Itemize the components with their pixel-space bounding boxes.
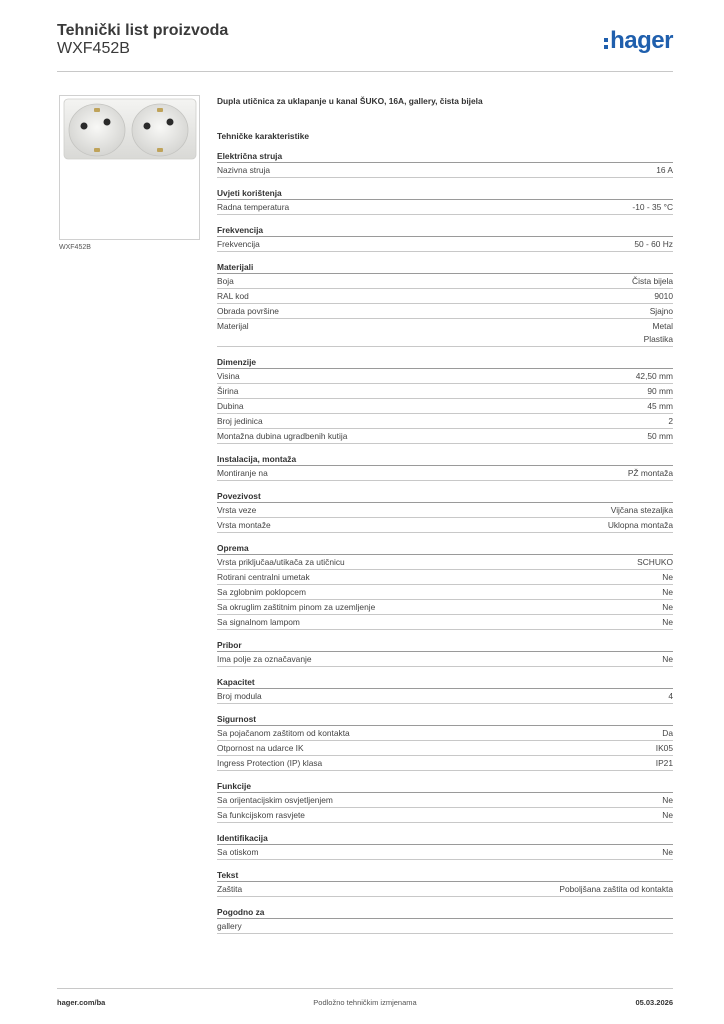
spec-label: Sa okruglim zaštitnim pinom za uzemljenje <box>217 602 376 612</box>
spec-label: Dubina <box>217 401 244 411</box>
hager-logo <box>604 28 673 54</box>
spec-value: PŽ montaža <box>627 468 673 478</box>
spec-label: Sa zglobnim poklopcem <box>217 587 306 597</box>
spec-row <box>217 466 673 481</box>
section-title: Oprema <box>217 542 673 555</box>
spec-value: Ne <box>662 602 673 612</box>
spec-section <box>217 832 673 860</box>
spec-section <box>217 869 673 897</box>
spec-section <box>217 453 673 481</box>
product-code: WXF452B <box>57 40 130 57</box>
spec-label: RAL kod <box>217 291 249 301</box>
spec-section <box>217 906 673 934</box>
spec-section <box>217 150 673 178</box>
spec-row <box>217 163 673 178</box>
page-header <box>57 20 673 72</box>
spec-value: Ne <box>662 617 673 627</box>
spec-row <box>217 600 673 615</box>
spec-value: 45 mm <box>647 401 673 411</box>
section-title: Uvjeti korištenja <box>217 187 673 200</box>
spec-row <box>217 237 673 252</box>
spec-label: Frekvencija <box>217 239 260 249</box>
section-title: Tekst <box>217 869 673 882</box>
spec-label: Montažna dubina ugradbenih kutija <box>217 431 348 441</box>
spec-value: Vijčana stezaljka <box>610 505 673 515</box>
spec-value: 4 <box>668 691 673 701</box>
section-title: Povezivost <box>217 490 673 503</box>
logo-dots-icon <box>604 38 608 49</box>
spec-row <box>217 555 673 570</box>
spec-value: 42,50 mm <box>635 371 673 381</box>
spec-label: Radna temperatura <box>217 202 290 212</box>
product-description: Dupla utičnica za uklapanje u kanal ŠUKO, 16A, gallery, čista bijela <box>217 96 483 106</box>
spec-row <box>217 503 673 518</box>
spec-section <box>217 780 673 823</box>
spec-value: Ne <box>662 847 673 857</box>
spec-row <box>217 726 673 741</box>
footer-date: 05.03.2026 <box>635 998 673 1007</box>
spec-value: 50 - 60 Hz <box>634 239 673 249</box>
spec-row <box>217 808 673 823</box>
spec-row <box>217 274 673 289</box>
spec-value: Uklopna montaža <box>607 520 673 530</box>
spec-label: Otpornost na udarce IK <box>217 743 304 753</box>
spec-row <box>217 289 673 304</box>
spec-row <box>217 793 673 808</box>
spec-value: Sjajno <box>649 306 673 316</box>
spec-label: Vrsta montaže <box>217 520 271 530</box>
spec-label: Ingress Protection (IP) klasa <box>217 758 323 768</box>
section-title: Dimenzije <box>217 356 673 369</box>
spec-row <box>217 756 673 771</box>
spec-value: Ne <box>662 654 673 664</box>
spec-row <box>217 200 673 215</box>
spec-label: Sa orijentacijskim osvjetljenjem <box>217 795 333 805</box>
spec-row <box>217 429 673 444</box>
spec-value: Ne <box>662 572 673 582</box>
document-title: Tehnički list proizvoda <box>57 22 229 39</box>
spec-value: 2 <box>668 416 673 426</box>
spec-value: Ne <box>662 795 673 805</box>
section-title: Materijali <box>217 261 673 274</box>
spec-row <box>217 319 673 347</box>
spec-row <box>217 585 673 600</box>
spec-section <box>217 639 673 667</box>
page-footer <box>57 988 673 1008</box>
spec-label: Sa otiskom <box>217 847 259 857</box>
spec-sections <box>217 150 673 934</box>
spec-value: Da <box>662 728 673 738</box>
technical-characteristics-title: Tehničke karakteristike <box>217 131 310 141</box>
image-caption: WXF452B <box>59 244 91 251</box>
spec-label: Boja <box>217 276 234 286</box>
spec-row <box>217 652 673 667</box>
spec-label: Ima polje za označavanje <box>217 654 312 664</box>
spec-label: Širina <box>217 386 239 396</box>
section-title: Frekvencija <box>217 224 673 237</box>
spec-label: Sa pojačanom zaštitom od kontakta <box>217 728 350 738</box>
spec-section <box>217 187 673 215</box>
logo-wordmark: hager <box>610 27 673 54</box>
spec-row <box>217 518 673 533</box>
spec-value: Ne <box>662 587 673 597</box>
spec-label: Sa funkcijskom rasvjete <box>217 810 305 820</box>
spec-label: gallery <box>217 921 242 931</box>
spec-section <box>217 356 673 444</box>
spec-value: 90 mm <box>647 386 673 396</box>
spec-section <box>217 713 673 771</box>
spec-label: Zaštita <box>217 884 243 894</box>
spec-label: Vrsta veze <box>217 505 257 515</box>
spec-label: Broj jedinica <box>217 416 263 426</box>
spec-value: 9010 <box>654 291 673 301</box>
section-title: Funkcije <box>217 780 673 793</box>
spec-row <box>217 615 673 630</box>
section-title: Pogodno za <box>217 906 673 919</box>
double-socket-product-photo-icon <box>60 96 199 239</box>
spec-row <box>217 741 673 756</box>
spec-section <box>217 224 673 252</box>
spec-section <box>217 542 673 630</box>
spec-row <box>217 399 673 414</box>
footer-note: Podložno tehničkim izmjenama <box>313 998 417 1007</box>
spec-label: Visina <box>217 371 240 381</box>
spec-row <box>217 414 673 429</box>
section-title: Identifikacija <box>217 832 673 845</box>
spec-section <box>217 676 673 704</box>
spec-section <box>217 261 673 347</box>
product-image <box>59 95 200 240</box>
spec-row <box>217 369 673 384</box>
spec-value: Poboljšana zaštita od kontakta <box>559 884 673 894</box>
spec-section <box>217 490 673 533</box>
spec-value: SCHUKO <box>637 557 673 567</box>
section-title: Električna struja <box>217 150 673 163</box>
spec-row <box>217 689 673 704</box>
spec-row <box>217 384 673 399</box>
spec-label: Montiranje na <box>217 468 268 478</box>
footer-website[interactable]: hager.com/ba <box>57 998 106 1007</box>
spec-label: Obrada površine <box>217 306 279 316</box>
spec-value: Čista bijela <box>632 276 673 286</box>
spec-label: Materijal <box>217 321 249 331</box>
spec-value: Metal Plastika <box>643 321 673 344</box>
spec-row <box>217 304 673 319</box>
spec-value: 50 mm <box>647 431 673 441</box>
spec-row <box>217 919 673 934</box>
spec-value: -10 - 35 °C <box>632 202 673 212</box>
section-title: Sigurnost <box>217 713 673 726</box>
spec-row <box>217 882 673 897</box>
spec-row <box>217 845 673 860</box>
spec-label: Rotirani centralni umetak <box>217 572 310 582</box>
spec-label: Nazivna struja <box>217 165 271 175</box>
spec-value: IP21 <box>655 758 673 768</box>
spec-value: 16 A <box>656 165 673 175</box>
spec-label: Vrsta priključaa/utikača za utičnicu <box>217 557 345 567</box>
section-title: Instalacija, montaža <box>217 453 673 466</box>
spec-value: Ne <box>662 810 673 820</box>
product-content <box>217 95 673 943</box>
spec-row <box>217 570 673 585</box>
spec-value: IK05 <box>655 743 673 753</box>
section-title: Pribor <box>217 639 673 652</box>
spec-label: Sa signalnom lampom <box>217 617 300 627</box>
section-title: Kapacitet <box>217 676 673 689</box>
spec-label: Broj modula <box>217 691 262 701</box>
